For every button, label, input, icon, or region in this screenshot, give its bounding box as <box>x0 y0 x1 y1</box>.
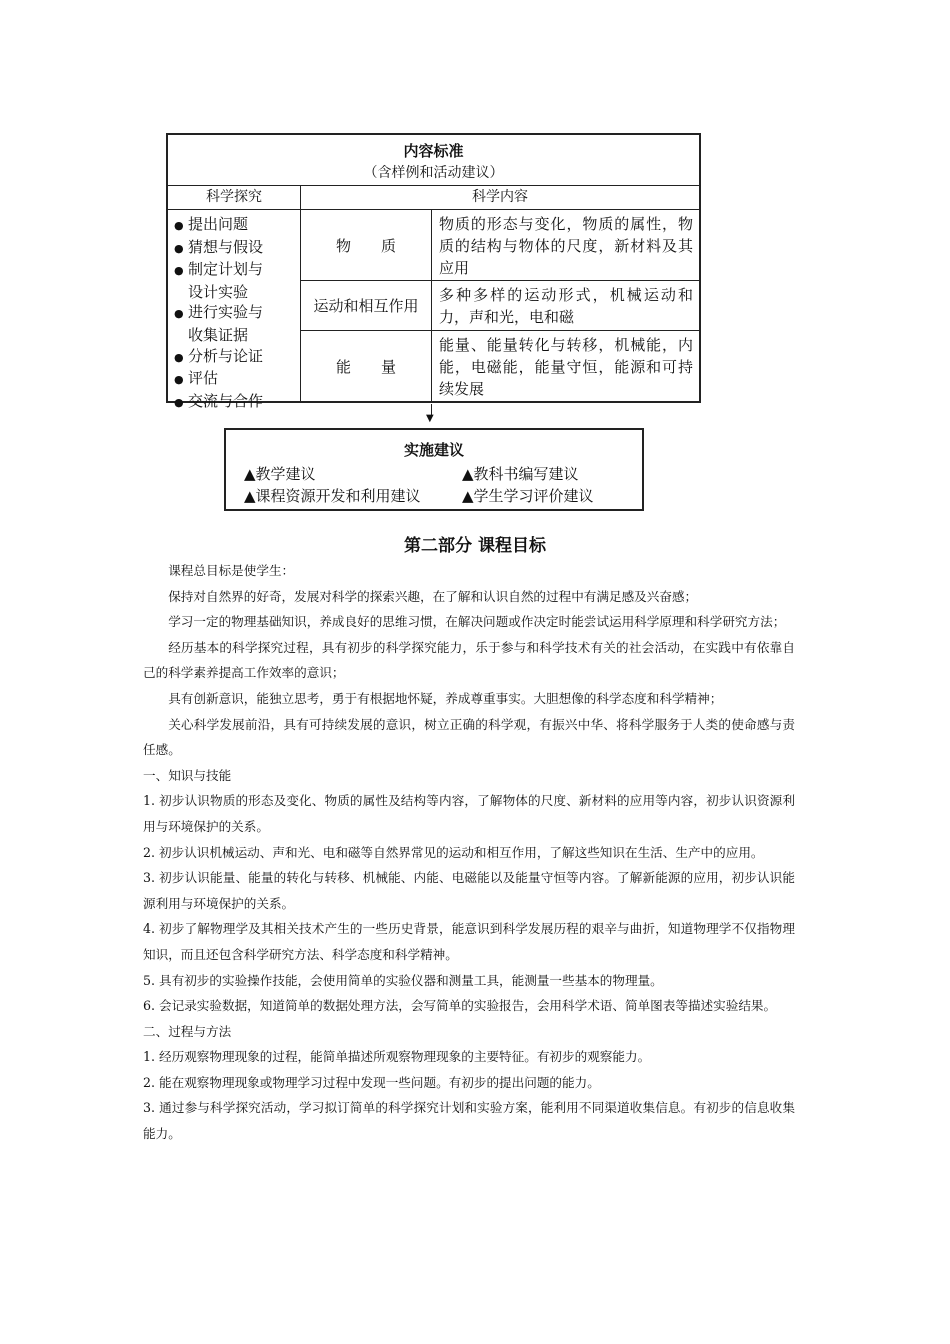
row-motion-name: 运动和相互作用 <box>301 281 432 330</box>
implementation-item: ▲课程资源开发和利用建议 <box>244 487 421 505</box>
inquiry-item-continuation: 设计实验 <box>188 282 249 301</box>
diagram-header <box>168 135 699 186</box>
bullet-icon: ● <box>174 241 184 255</box>
inquiry-item-continuation: 收集证据 <box>188 325 249 344</box>
bullet-icon: ● <box>174 264 184 278</box>
content-standard-diagram <box>166 133 701 410</box>
bullet-icon: ● <box>174 395 184 409</box>
process-item: 2. 能在观察物理现象或物理学习过程中发现一些问题。有初步的提出问题的能力。 <box>143 1074 600 1090</box>
triangle-icon: ▲ <box>244 487 256 505</box>
knowledge-heading: 一、知识与技能 <box>143 767 232 783</box>
knowledge-item: 5. 具有初步的实验操作技能，会使用简单的实验仪器和测量工具，能测量一些基本的物理量。 <box>143 972 663 988</box>
goal-paragraph: 具有创新意识，能独立思考，勇于有根据地怀疑，养成尊重事实。大胆想像的科学态度和科学精神； <box>168 690 723 706</box>
triangle-icon: ▲ <box>244 465 256 483</box>
intro-paragraph: 课程总目标是使学生： <box>168 563 295 578</box>
inquiry-item: ● 分析与论证 <box>174 346 300 369</box>
bullet-icon: ● <box>174 373 184 387</box>
knowledge-item: 4. 初步了解物理学及其相关技术产生的一些历史背景，能意识到科学发展历程的艰辛与曲折，知道物理学不仅指物理知识，而且还包含科学研究方法、科学态度和科学精神。 <box>143 921 795 962</box>
bullet-icon: ● <box>174 307 184 321</box>
row-energy-name: 能 量 <box>301 331 432 401</box>
bullet-icon: ● <box>174 350 184 364</box>
process-item: 3. 通过参与科学探究活动，学习拟订简单的科学探究计划和实验方案，能利用不同渠道收集信息。有初步的信息收集能力。 <box>143 1100 795 1142</box>
document-body <box>143 558 795 1147</box>
inquiry-item: ● 交流与合作 <box>174 391 300 414</box>
row-matter-desc: 物质的形态与变化，物质的属性，物质的结构与物体的尺度，新材料及其应用 <box>439 215 693 277</box>
row-matter-name: 物 质 <box>301 210 432 280</box>
inquiry-item: ● 猜想与假设 <box>174 237 300 260</box>
inquiry-column-header: 科学探究 <box>168 185 301 210</box>
process-item: 1. 经历观察物理现象的过程，能简单描述所观察物理现象的主要特征。有初步的观察能力。 <box>143 1049 651 1065</box>
implementation-box <box>224 428 644 511</box>
row-motion-desc: 多种多样的运动形式，机械运动和力，声和光，电和磁 <box>439 286 693 326</box>
row-energy-desc: 能量、能量转化与转移，机械能，内能，电磁能，能量守恒，能源和可持续发展 <box>439 336 693 398</box>
goal-paragraph: 保持对自然界的好奇，发展对科学的探索兴趣，在了解和认识自然的过程中有满足感及兴奋感； <box>168 588 698 604</box>
knowledge-item: 6. 会记录实验数据，知道简单的数据处理方法，会写简单的实验报告，会用科学术语、简单图表等描述实验结果。 <box>143 998 777 1014</box>
content-column-header: 科学内容 <box>301 185 699 210</box>
goal-paragraph: 学习一定的物理基础知识，养成良好的思维习惯，在解决问题或作决定时能尝试运用科学原理和科学研究方法； <box>168 614 786 630</box>
triangle-icon: ▲ <box>462 487 474 505</box>
knowledge-item: 3. 初步认识能量、能量的转化与转移、机械能、内能、电磁能以及能量守恒等内容。了解新能源的应用，初步认识能源利用与环境保护的关系。 <box>143 870 795 911</box>
implementation-item: ▲学生学习评价建议 <box>462 487 594 505</box>
goal-paragraph: 关心科学发展前沿，具有可持续发展的意识，树立正确的科学观，有振兴中华、将科学服务于人类的使命感与责任感。 <box>143 716 795 758</box>
implementation-item: ▲教学建议 <box>244 465 316 483</box>
inquiry-item: ● 进行实验与 <box>174 302 300 325</box>
inquiry-item: ● 制定计划与 <box>174 259 300 282</box>
process-heading: 二、过程与方法 <box>143 1023 232 1039</box>
bullet-icon: ● <box>174 219 184 232</box>
knowledge-item: 2. 初步认识机械运动、声和光、电和磁等自然界常见的运动和相互作用，了解这些知识在生活、生产中的应用。 <box>143 844 764 860</box>
section-title: 第二部分 课程目标 <box>404 536 546 556</box>
inquiry-item: ● 提出问题 <box>174 214 300 237</box>
arrow-down-icon: ▼ <box>426 413 434 424</box>
triangle-icon: ▲ <box>462 465 474 483</box>
implementation-item: ▲教科书编写建议 <box>462 465 579 483</box>
diagram-subtitle: （含样例和活动建议） <box>363 165 504 181</box>
goal-paragraph: 经历基本的科学探究过程，具有初步的科学探究能力，乐于参与和科学技术有关的社会活动，在实践中有依靠自己的科学素养提高工作效率的意识； <box>143 639 795 681</box>
implementation-title: 实施建议 <box>403 441 464 459</box>
inquiry-list <box>168 210 301 410</box>
inquiry-item: ● 评估 <box>174 368 300 391</box>
diagram-title: 内容标准 <box>403 142 464 160</box>
knowledge-item: 1. 初步认识物质的形态及变化、物质的属性及结构等内容，了解物体的尺度、新材料的应用等内容，初步认识资源利用与环境保护的关系。 <box>143 793 795 834</box>
